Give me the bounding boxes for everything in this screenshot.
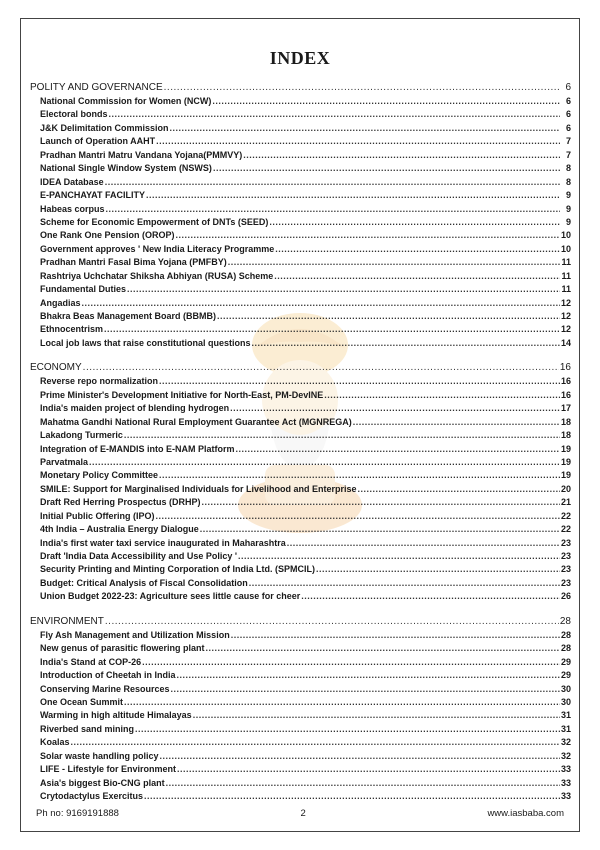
toc-entry-label: Reverse repo normalization xyxy=(40,376,159,387)
toc-entry-label: Fly Ash Management and Utilization Mission xyxy=(40,629,230,640)
toc-entry[interactable] xyxy=(30,122,571,135)
toc-entry-label: Rashtriya Uchchatar Shiksha Abhiyan (RUSA) Scheme xyxy=(40,270,274,281)
section-heading-label: ENVIRONMENT xyxy=(30,615,104,627)
toc-entry-page-number: 6 xyxy=(565,109,571,120)
toc-entry-page-number: 32 xyxy=(560,737,571,748)
toc-entry-page-number: 31 xyxy=(560,710,571,721)
toc-entry-page-number: 16 xyxy=(560,389,571,400)
toc-entry[interactable] xyxy=(30,443,571,456)
section-heading[interactable] xyxy=(30,80,571,95)
page-footer xyxy=(36,808,564,819)
toc-entry[interactable] xyxy=(30,483,571,496)
toc-entry[interactable] xyxy=(30,389,571,402)
toc-entry-label: IDEA Database xyxy=(40,176,104,187)
toc-entry-page-number: 22 xyxy=(560,510,571,521)
leader-dots xyxy=(104,323,560,336)
toc-entry-page-number: 33 xyxy=(560,764,571,775)
leader-dots xyxy=(230,402,560,415)
toc-entry[interactable] xyxy=(30,176,571,189)
leader-dots xyxy=(217,310,560,323)
toc-entry-label: Initial Public Offering (IPO) xyxy=(40,510,155,521)
toc-entry-page-number: 7 xyxy=(565,136,571,147)
toc-entry-label: Ethnocentrism xyxy=(40,324,104,335)
toc-entry-label: One Rank One Pension (OROP) xyxy=(40,230,175,241)
toc-entry-page-number: 31 xyxy=(560,723,571,734)
toc-entry-label: J&K Delimitation Commission xyxy=(40,122,169,133)
toc-entry-page-number: 11 xyxy=(561,270,571,281)
leader-dots xyxy=(124,696,560,709)
toc-entry[interactable] xyxy=(30,563,571,576)
toc-entry-page-number: 33 xyxy=(560,791,571,801)
toc-entry-page-number: 11 xyxy=(561,284,571,295)
toc-entry[interactable] xyxy=(30,683,571,696)
toc-entry-page-number: 23 xyxy=(560,577,571,588)
table-of-contents xyxy=(30,80,571,813)
toc-entry[interactable] xyxy=(30,402,571,415)
toc-entry-page-number: 26 xyxy=(560,591,571,602)
toc-entry-label: India's first water taxi service inaugurated in Maharashtra xyxy=(40,537,286,548)
toc-entry-label: SMILE: Support for Marginalised Individuals for Livelihood and Enterprise xyxy=(40,483,357,494)
toc-entry-page-number: 6 xyxy=(565,96,571,106)
toc-entry-label: Security Printing and Minting Corporation of India Ltd. (SPMCIL) xyxy=(40,564,315,575)
section-heading[interactable] xyxy=(30,360,571,375)
toc-entry[interactable] xyxy=(30,750,571,763)
toc-entry[interactable] xyxy=(30,337,571,350)
section-heading-label: POLITY AND GOVERNANCE xyxy=(30,82,163,93)
leader-dots xyxy=(160,750,560,763)
toc-entry-label: Draft 'India Data Accessibility and Use Policy ' xyxy=(40,551,238,561)
toc-entry[interactable] xyxy=(30,723,571,736)
toc-entry[interactable] xyxy=(30,189,571,202)
toc-entry-label: Launch of Operation AAHT xyxy=(40,136,156,147)
toc-entry[interactable] xyxy=(30,256,571,269)
leader-dots xyxy=(156,135,560,148)
leader-dots xyxy=(252,337,560,350)
toc-entry-label: National Single Window System (NSWS) xyxy=(40,163,212,174)
toc-entry-page-number: 10 xyxy=(560,230,571,241)
toc-entry[interactable] xyxy=(30,577,571,590)
toc-entry-label: Mahatma Gandhi National Rural Employment Guarantee Act (MGNREGA) xyxy=(40,416,352,427)
toc-entry-label: One Ocean Summit xyxy=(40,696,124,707)
leader-dots xyxy=(164,80,560,95)
toc-entry[interactable] xyxy=(30,537,571,550)
toc-entry-page-number: 8 xyxy=(565,163,571,174)
toc-entry-label: LIFE - Lifestyle for Environment xyxy=(40,764,177,775)
toc-entry-label: 4th India – Australia Energy Dialogue xyxy=(40,524,199,535)
toc-entry-page-number: 17 xyxy=(560,403,571,414)
toc-entry-page-number: 30 xyxy=(560,696,571,707)
toc-entry-page-number: 28 xyxy=(560,629,571,640)
toc-entry-page-number: 23 xyxy=(560,551,571,561)
section-page-number: 6 xyxy=(565,82,571,93)
toc-entry-label: Solar waste handling policy xyxy=(40,750,159,761)
leader-dots xyxy=(231,629,560,642)
toc-entry[interactable] xyxy=(30,696,571,709)
leader-dots xyxy=(106,203,560,216)
toc-entry-label: National Commission for Women (NCW) xyxy=(40,96,212,106)
leader-dots xyxy=(243,149,560,162)
toc-entry-label: Riverbed sand mining xyxy=(40,723,135,734)
toc-entry-label: Local job laws that raise constitutional questions xyxy=(40,337,251,348)
toc-entry-page-number: 9 xyxy=(565,216,571,227)
toc-entry-page-number: 23 xyxy=(560,537,571,548)
leader-dots xyxy=(166,777,560,790)
toc-entry[interactable] xyxy=(30,375,571,388)
toc-entry[interactable] xyxy=(30,642,571,655)
toc-entry-label: Koalas xyxy=(40,737,70,748)
toc-section xyxy=(30,80,571,350)
toc-entry[interactable] xyxy=(30,297,571,310)
toc-entry-page-number: 18 xyxy=(560,416,571,427)
toc-entry-page-number: 29 xyxy=(560,656,571,667)
toc-entry-label: Conserving Marine Resources xyxy=(40,683,170,694)
leader-dots xyxy=(206,642,560,655)
leader-dots xyxy=(236,443,560,456)
leader-dots xyxy=(105,176,560,189)
footer-phone: Ph no: 9169191888 xyxy=(36,808,119,819)
toc-entry-label: Draft Red Herring Prospectus (DRHP) xyxy=(40,497,201,508)
toc-entry-page-number: 22 xyxy=(560,524,571,535)
page-title: INDEX xyxy=(269,48,331,68)
leader-dots xyxy=(105,614,559,629)
toc-entry-label: Prime Minister's Development Initiative for North-East, PM-DevINE xyxy=(40,389,324,400)
toc-entry[interactable] xyxy=(30,270,571,283)
toc-entry-page-number: 28 xyxy=(560,643,571,654)
toc-entry-label: Pradhan Mantri Matru Vandana Yojana(PMMVY) xyxy=(40,149,243,160)
leader-dots xyxy=(269,216,560,229)
toc-entry[interactable] xyxy=(30,310,571,323)
toc-entry-label: E-PANCHAYAT FACILITY xyxy=(40,190,146,201)
toc-entry-page-number: 10 xyxy=(560,243,571,254)
leader-dots xyxy=(89,456,560,469)
toc-entry-label: Parvatmala xyxy=(40,456,89,467)
toc-entry[interactable] xyxy=(30,95,571,108)
leader-dots xyxy=(324,389,560,402)
leader-dots xyxy=(71,736,560,749)
leader-dots xyxy=(274,270,560,283)
footer-page-number: 2 xyxy=(300,808,306,819)
toc-entry[interactable] xyxy=(30,523,571,536)
toc-entry-page-number: 18 xyxy=(560,430,571,441)
section-page-number: 28 xyxy=(559,615,571,627)
toc-entry-page-number: 21 xyxy=(560,497,571,508)
leader-dots xyxy=(109,108,560,121)
toc-section xyxy=(30,360,571,603)
toc-entry[interactable] xyxy=(30,510,571,523)
toc-entry-label: Warming in high altitude Himalayas xyxy=(40,710,192,721)
toc-entry[interactable] xyxy=(30,669,571,682)
toc-entry-label: Crytodactylus Exercitus xyxy=(40,791,144,801)
toc-entry-page-number: 29 xyxy=(560,670,571,681)
toc-entry-label: Integration of E-MANDIS into E-NAM Platform xyxy=(40,443,235,454)
leader-dots xyxy=(127,283,560,296)
toc-entry-page-number: 12 xyxy=(560,311,571,321)
leader-dots xyxy=(193,709,560,722)
toc-entry-page-number: 16 xyxy=(560,376,571,387)
leader-dots xyxy=(249,577,560,590)
toc-entry-label: Electoral bonds xyxy=(40,109,108,120)
section-heading[interactable] xyxy=(30,614,571,629)
toc-entry-page-number: 32 xyxy=(560,750,571,761)
leader-dots xyxy=(177,669,560,682)
toc-entry-page-number: 9 xyxy=(565,203,571,214)
toc-section xyxy=(30,614,571,804)
toc-entry-page-number: 12 xyxy=(560,297,571,308)
toc-entry[interactable] xyxy=(30,496,571,509)
leader-dots xyxy=(275,243,560,256)
toc-entry-page-number: 12 xyxy=(560,324,571,335)
toc-entry-label: New genus of parasitic flowering plant xyxy=(40,643,205,654)
toc-entry-page-number: 7 xyxy=(565,149,571,160)
toc-entry-page-number: 19 xyxy=(560,470,571,481)
toc-entry-label: Union Budget 2022-23: Agriculture sees little cause for cheer xyxy=(40,591,301,602)
toc-entry[interactable] xyxy=(30,456,571,469)
toc-entry-page-number: 33 xyxy=(560,777,571,788)
toc-entry[interactable] xyxy=(30,135,571,148)
footer-website: www.iasbaba.com xyxy=(487,808,564,819)
leader-dots xyxy=(144,790,560,803)
toc-entry[interactable] xyxy=(30,736,571,749)
toc-entry[interactable] xyxy=(30,216,571,229)
toc-entry[interactable] xyxy=(30,763,571,776)
toc-entry[interactable] xyxy=(30,283,571,296)
leader-dots xyxy=(171,683,560,696)
toc-entry-label: India's maiden project of blending hydrogen xyxy=(40,403,230,414)
leader-dots xyxy=(316,563,560,576)
leader-dots xyxy=(142,656,560,669)
toc-entry-label: Pradhan Mantri Fasal Bima Yojana (PMFBY) xyxy=(40,257,227,268)
toc-entry[interactable] xyxy=(30,469,571,482)
toc-entry-page-number: 8 xyxy=(565,176,571,187)
leader-dots xyxy=(177,763,560,776)
leader-dots xyxy=(202,496,560,509)
leader-dots xyxy=(212,95,560,108)
toc-entry[interactable] xyxy=(30,590,571,603)
toc-entry-label: Introduction of Cheetah in India xyxy=(40,670,176,681)
toc-entry[interactable] xyxy=(30,149,571,162)
leader-dots xyxy=(146,189,560,202)
toc-entry-label: Monetary Policy Committee xyxy=(40,470,159,481)
leader-dots xyxy=(176,229,560,242)
leader-dots xyxy=(238,550,560,563)
toc-entry-page-number: 30 xyxy=(560,683,571,694)
toc-entry[interactable] xyxy=(30,790,571,803)
toc-entry-page-number: 19 xyxy=(560,456,571,467)
toc-entry[interactable] xyxy=(30,203,571,216)
toc-entry[interactable] xyxy=(30,108,571,121)
toc-entry-label: Government approves ' New India Literacy Programme xyxy=(40,243,275,254)
leader-dots xyxy=(228,256,560,269)
toc-entry-page-number: 20 xyxy=(560,483,571,494)
leader-dots xyxy=(353,416,560,429)
toc-entry-page-number: 14 xyxy=(560,337,571,348)
leader-dots xyxy=(287,537,560,550)
leader-dots xyxy=(83,360,559,375)
toc-entry[interactable] xyxy=(30,416,571,429)
toc-entry-label: Bhakra Beas Management Board (BBMB) xyxy=(40,311,217,321)
section-heading-label: ECONOMY xyxy=(30,362,82,374)
toc-entry-page-number: 11 xyxy=(561,257,571,268)
toc-entry[interactable] xyxy=(30,162,571,175)
toc-entry-page-number: 6 xyxy=(565,122,571,133)
toc-entry[interactable] xyxy=(30,323,571,336)
toc-entry-label: Budget: Critical Analysis of Fiscal Consolidation xyxy=(40,577,248,588)
toc-entry[interactable] xyxy=(30,629,571,642)
leader-dots xyxy=(358,483,560,496)
toc-entry-page-number: 9 xyxy=(565,190,571,201)
leader-dots xyxy=(156,510,560,523)
leader-dots xyxy=(82,297,560,310)
toc-entry-label: Asia's biggest Bio-CNG plant xyxy=(40,777,165,788)
leader-dots xyxy=(159,375,560,388)
toc-entry[interactable] xyxy=(30,656,571,669)
leader-dots xyxy=(301,590,560,603)
toc-entry-page-number: 19 xyxy=(560,443,571,454)
toc-entry-label: Angadias xyxy=(40,297,81,308)
toc-entry[interactable] xyxy=(30,777,571,790)
toc-entry-label: Lakadong Turmeric xyxy=(40,430,123,441)
toc-entry-label: Scheme for Economic Empowerment of DNTs (SEED) xyxy=(40,216,269,227)
toc-entry[interactable] xyxy=(30,550,571,563)
leader-dots xyxy=(159,469,560,482)
toc-entry[interactable] xyxy=(30,429,571,442)
toc-entry[interactable] xyxy=(30,243,571,256)
leader-dots xyxy=(135,723,560,736)
toc-entry-label: Fundamental Duties xyxy=(40,284,127,295)
toc-entry[interactable] xyxy=(30,709,571,722)
toc-entry[interactable] xyxy=(30,229,571,242)
leader-dots xyxy=(213,162,560,175)
leader-dots xyxy=(200,523,560,536)
toc-entry-label: Habeas corpus xyxy=(40,203,105,214)
toc-entry-page-number: 23 xyxy=(560,564,571,575)
toc-entry-label: India's Stand at COP-26 xyxy=(40,656,142,667)
leader-dots xyxy=(170,122,560,135)
section-page-number: 16 xyxy=(559,362,571,374)
leader-dots xyxy=(124,429,560,442)
